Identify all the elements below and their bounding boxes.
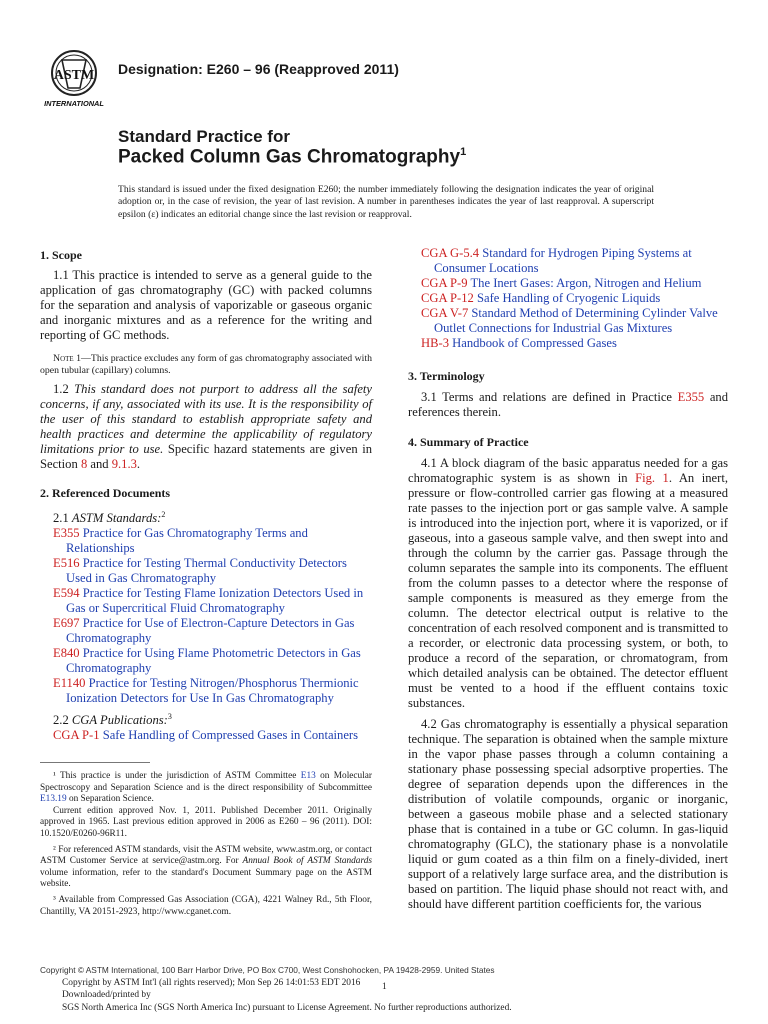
footer-line-3: SGS North America Inc (SGS North America Inc) pursuant to License Agreement. No further reproductions authorized. xyxy=(62,1003,512,1013)
footnote-rule xyxy=(40,762,150,763)
reference-code-link[interactable]: CGA V-7 xyxy=(421,306,469,320)
footnotes xyxy=(40,771,372,918)
section-link-8[interactable]: 8 xyxy=(80,457,88,472)
reference-title-link[interactable]: Standard Method of Determining Cylinder Valve Outlet Connections for Industrial Gas Mixtures xyxy=(434,306,718,335)
reference-title-link[interactable]: Standard for Hydrogen Piping Systems at Consumer Locations xyxy=(434,246,692,275)
reference-code-link[interactable]: E594 xyxy=(53,586,80,601)
astm-standards-label xyxy=(40,507,372,526)
terminology-paragraph xyxy=(408,390,728,420)
title-text: Packed Column Gas Chromatography xyxy=(118,146,461,168)
reference-item xyxy=(408,291,728,306)
reference-item xyxy=(408,336,728,351)
title-footnote-marker: 1 xyxy=(460,146,467,158)
reference-code-link[interactable]: CGA P-9 xyxy=(421,276,468,290)
reference-title-link[interactable]: Practice for Use of Electron-Capture Detectors in Gas Chromatography xyxy=(66,616,355,646)
footnote-1 xyxy=(40,771,372,806)
scope-paragraph-1: 1.1 This practice is intended to serve as a general guide to the application of gas chromatography (GC) with packed columns for the separation and analysis of vaporizable or gaseous organic and inorganic mixtures and as a reference for the writing and reporting of GC methods. xyxy=(40,268,372,342)
footer-line-2: Downloaded/printed by xyxy=(62,990,151,1000)
footer-line-1: Copyright by ASTM Int'l (all rights reserved); Mon Sep 26 14:01:53 EDT 2016 xyxy=(62,978,361,988)
fn1-b: on Molecular Spectroscopy and Separation Science and is the direct responsibility of Subcommittee xyxy=(40,771,373,793)
astm-logo xyxy=(40,46,110,108)
term-b: and references therein. xyxy=(408,390,729,419)
reference-code-link[interactable]: CGA G-5.4 xyxy=(421,246,480,260)
reference-title-link[interactable]: Safe Handling of Compressed Gases in Containers xyxy=(102,728,359,743)
p2-num: 1.2 xyxy=(53,382,69,397)
link-e13-19[interactable]: E13.19 xyxy=(40,794,67,805)
reference-code-link[interactable]: E697 xyxy=(53,616,80,631)
designation: Designation: E260 – 96 (Reapproved 2011) xyxy=(118,61,399,77)
reference-code-link[interactable]: E516 xyxy=(53,556,80,571)
reference-code-link[interactable]: E1140 xyxy=(53,676,86,691)
reference-title-link[interactable]: Handbook of Compressed Gases xyxy=(452,336,617,350)
footnote-1-edition: Current edition approved Nov. 1, 2011. Published December 2011. Originally approved in 1965. Last previous edition approved in 2006 as E260 – 96 (2011). DOI: 10.1520/E0260-96R11. xyxy=(40,805,372,839)
reference-code-link[interactable]: E355 xyxy=(53,526,80,541)
summary-section xyxy=(408,435,728,912)
reference-code-link[interactable]: HB-3 xyxy=(421,336,449,350)
p2-end: . xyxy=(136,457,141,472)
summary-heading: 4. Summary of Practice xyxy=(408,435,529,449)
cga-label: CGA Publications: xyxy=(71,713,168,728)
reference-item xyxy=(40,616,372,646)
p2-tail: Specific hazard statements are given in Section xyxy=(40,442,373,472)
section-link-9-1-3[interactable]: 9.1.3 xyxy=(111,457,137,472)
fn1-c: on Separation Science. xyxy=(68,794,154,805)
note-text: 1—This practice excludes any form of gas chromatography associated with open tubular (capillary) columns. xyxy=(40,353,372,377)
link-e13[interactable]: E13 xyxy=(300,771,316,781)
astm-label: ASTM Standards: xyxy=(71,511,162,526)
reference-item xyxy=(40,556,372,586)
cga-sup: 3 xyxy=(167,712,172,722)
fn1-a: ¹ This practice is under the jurisdiction of ASTM Committee xyxy=(53,771,297,781)
fn2-italic: Annual Book of ASTM Standards xyxy=(242,856,372,867)
scope-paragraph-2 xyxy=(40,382,372,472)
reference-title-link[interactable]: Practice for Using Flame Photometric Detectors in Gas Chromatography xyxy=(66,646,361,676)
p2-and: and xyxy=(90,457,109,472)
document-title xyxy=(118,146,466,168)
reference-item xyxy=(40,526,372,556)
reference-title-link[interactable]: Practice for Testing Flame Ionization Detectors Used in Gas or Supercritical Fluid Chromatography xyxy=(66,586,364,616)
reference-title-link[interactable]: Practice for Gas Chromatography Terms and Relationships xyxy=(66,526,308,556)
note-label: Note xyxy=(53,353,74,364)
footnote-2 xyxy=(40,845,372,891)
reference-item xyxy=(40,646,372,676)
cga-publications-list-right xyxy=(408,246,728,351)
reference-item xyxy=(40,676,372,706)
astm-sup: 2 xyxy=(161,510,166,519)
reference-item xyxy=(40,728,372,743)
fn2-a: ² For referenced ASTM standards, visit the ASTM website, www.astm.org, or contact ASTM Customer Service at service@astm.org. For xyxy=(40,844,372,867)
reference-title-link[interactable]: Practice for Testing Thermal Conductivity Detectors Used in Gas Chromatography xyxy=(66,556,347,586)
sum1-a: 4.1 A block diagram of the basic apparatus needed for a gas chromatographic system is as shown in xyxy=(408,456,728,485)
cga-label-num: 2.2 xyxy=(53,713,69,728)
scope-note xyxy=(40,353,372,377)
reference-code-link[interactable]: CGA P-1 xyxy=(53,728,100,743)
footnote-3: ³ Available from Compressed Gas Association (CGA), 4221 Walney Rd., 5th Floor, Chantilly, VA 20151-2923, http://www.cganet.com. xyxy=(40,894,372,917)
cga-publications-label xyxy=(40,709,372,728)
reference-item xyxy=(40,586,372,616)
scope-section xyxy=(40,248,372,472)
fn2-b: volume information, refer to the standard's Document Summary page on the ASTM website. xyxy=(40,867,372,890)
reference-item xyxy=(408,306,728,336)
reference-code-link[interactable]: E840 xyxy=(53,646,80,661)
cga-publications-continued xyxy=(408,246,728,351)
link-e355[interactable]: E355 xyxy=(677,390,705,404)
term-a: 3.1 Terms and relations are defined in Practice xyxy=(421,390,673,404)
reference-title-link[interactable]: Safe Handling of Cryogenic Liquids xyxy=(477,291,661,305)
svg-text:INTERNATIONAL: INTERNATIONAL xyxy=(44,99,104,108)
cga-publications-list-left xyxy=(40,728,372,743)
svg-text:ASTM: ASTM xyxy=(53,68,95,83)
scope-heading: 1. Scope xyxy=(40,248,82,262)
astm-standards-list xyxy=(40,526,372,706)
refdocs-heading: 2. Referenced Documents xyxy=(40,486,171,500)
copyright-line: Copyright © ASTM International, 100 Barr Harbor Drive, PO Box C700, West Conshohocken, PA 19428-2959. United States xyxy=(40,965,495,975)
reference-title-link[interactable]: The Inert Gases: Argon, Nitrogen and Helium xyxy=(470,276,702,290)
terminology-heading: 3. Terminology xyxy=(408,369,485,383)
link-fig-1[interactable]: Fig. 1 xyxy=(635,471,669,485)
reference-item xyxy=(408,276,728,291)
issue-note: This standard is issued under the fixed designation E260; the number immediately following the designation indicates the year of original adoption or, in the case of revision, the year of last revision. A number in parentheses indicates the year of last reapproval. A superscript epsilon (ε) indicates an editorial change since the last revision or reapproval. xyxy=(118,184,654,220)
page-number: 1 xyxy=(382,982,387,992)
p2-italic: This standard does not purport to address all the safety concerns, if any, associated with its use. It is the responsibility of the user of this standard to establish appropriate safety and health practices and determine the applicability of regulatory limitations prior to use. xyxy=(40,382,372,457)
reference-code-link[interactable]: CGA P-12 xyxy=(421,291,474,305)
sum1-b: . An inert, pressure or flow-controlled carrier gas flowing at a measured rate passes to the injection port or gas sample valve. A sample is introduced into the injection port, where it is vaporized, or if gaseous, into a gaseous sample valve, and then swept into and through the column by the carrier gas. Passage through the column separates the sample into its components. The effluent from the column passes to a detector where the response of sample components is measured as they emerge from the column. The detector electrical output is relative to the concentration of each resolved component and is transmitted to a recorder, or electronic data processing system, or both, to produce a record of the separation, or chromatogram, from which detailed analysis can be obtained. The detector effluent must be vented to a hood if the effluent contains toxic substances. xyxy=(408,471,728,710)
title-line-1: Standard Practice for xyxy=(118,127,290,146)
summary-paragraph-1 xyxy=(408,456,728,711)
reference-title-link[interactable]: Practice for Testing Nitrogen/Phosphorus Thermionic Ionization Detectors for Use In Gas Chromatography xyxy=(66,676,359,706)
summary-paragraph-2: 4.2 Gas chromatography is essentially a physical separation technique. The separation is obtained when the sample mixture in the vapor phase passes through a column containing a stationary phase possessing special adsorptive properties. The degree of separation depends upon the differences in the distribution of volatile compounds, organic or inorganic, between a gaseous mobile phase and a selected stationary phase that is contained in a tube or GC column. In gas-liquid chromatography (GLC), the stationary phase is a nonvolatile liquid or gum coated as a thin film on a finely-divided, inert support of a relatively large surface area, and the distribution is based on partition. The liquid phase should not react with, and should have different partition coefficients for, the various xyxy=(408,717,728,911)
referenced-documents-section xyxy=(40,486,372,743)
astm-label-num: 2.1 xyxy=(53,511,69,526)
reference-item xyxy=(408,246,728,276)
terminology-section xyxy=(408,369,728,420)
